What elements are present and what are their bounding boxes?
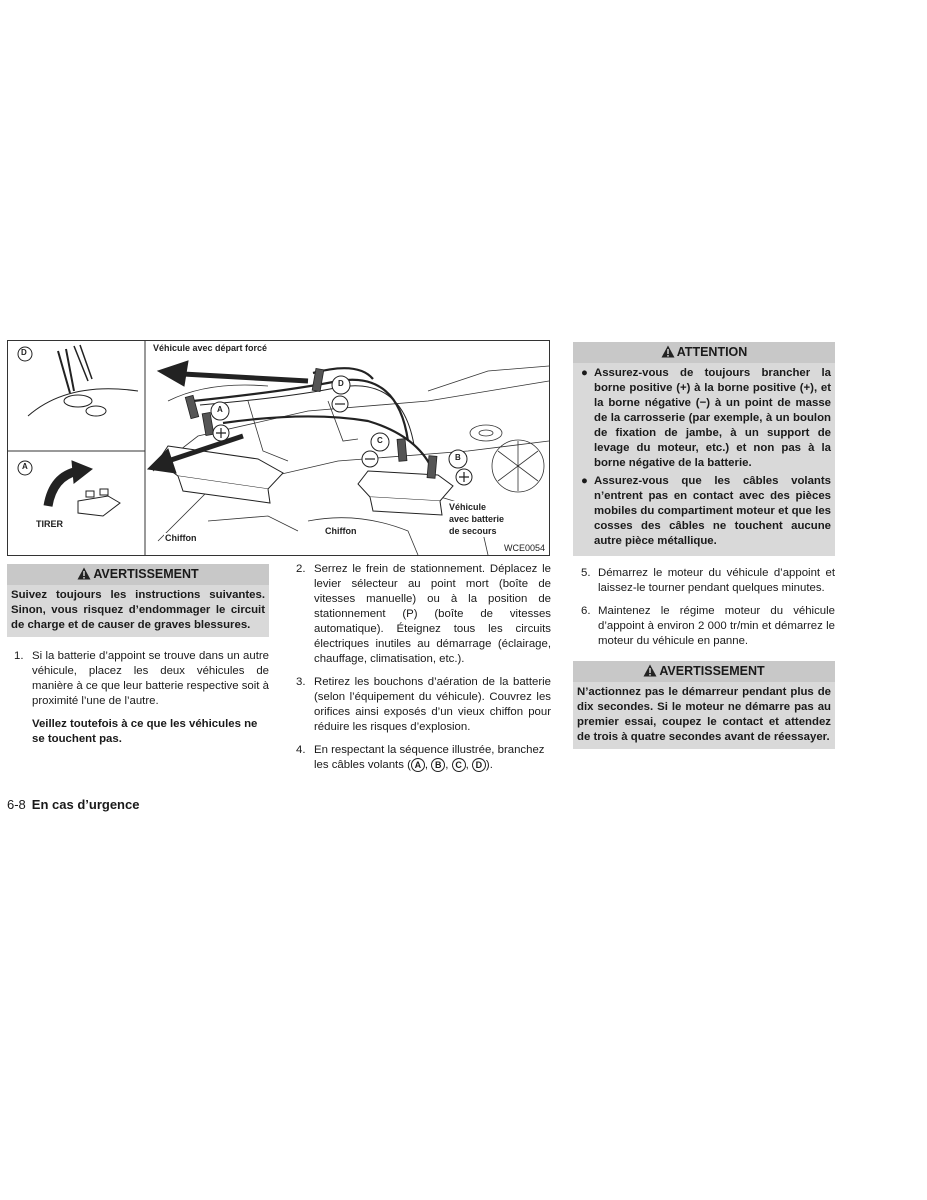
step-1-note: Veillez toutefois à ce que les véhicules ne se touchent pas. — [32, 718, 258, 745]
circle-a: A — [411, 758, 425, 772]
step-2-number: 2. — [296, 563, 306, 575]
warning-triangle-icon — [643, 664, 657, 677]
step-6-number: 6. — [581, 605, 591, 617]
booster-vehicle-line3: de secours — [449, 526, 497, 536]
warning-header-2 — [573, 661, 835, 682]
page-number: 6-8 — [7, 797, 26, 812]
booster-battery — [358, 471, 453, 515]
rag-label-right: Chiffon — [325, 526, 357, 536]
attention-body — [573, 366, 835, 549]
warning-triangle-icon — [661, 345, 675, 358]
jump-start-illustration — [7, 340, 550, 556]
step-2-text: Serrez le frein de stationnement. Déplacez le levier sélecteur au point mort (boîte de vitesses manuelle) ou à la position de stationnement (P) (boîte de vitesses automatique). Éteignez tous les circuits électriques inutiles au démarrage (éclairage, chauffage, climatisation, etc.). — [314, 563, 551, 665]
attention-bullet-1 — [577, 366, 831, 471]
warning-triangle-icon — [77, 567, 91, 580]
column-right — [573, 342, 835, 749]
circle-d: D — [472, 758, 486, 772]
attention-title: ATTENTION — [676, 345, 748, 359]
attention-header — [573, 342, 835, 363]
warning-box-1 — [7, 564, 269, 637]
warning-title-1: AVERTISSEMENT — [93, 567, 199, 581]
step-1 — [7, 649, 269, 709]
column-left — [7, 564, 269, 747]
page-footer — [7, 797, 139, 812]
step-2 — [296, 562, 551, 667]
section-title: En cas d’urgence — [31, 797, 140, 812]
step-3-number: 3. — [296, 676, 306, 688]
warning-title-2: AVERTISSEMENT — [659, 664, 765, 678]
step-3 — [296, 675, 551, 735]
vent-cap-inset — [48, 461, 120, 516]
attention-bullet-2-text: Assurez-vous que les câbles volants n’entrent pas en contact avec des pièces mobiles du compartiment moteur et que les cosses des câbles ne touchent aucune autre pièce métallique. — [594, 475, 831, 547]
figure-title: Véhicule avec départ forcé — [153, 343, 268, 353]
bullet-dot-icon: ● — [581, 367, 588, 379]
booster-vehicle-line2: avec batterie — [449, 514, 505, 524]
dead-battery — [158, 446, 283, 503]
clamp-label-d: D — [338, 379, 344, 388]
step-4-number: 4. — [296, 744, 306, 756]
inset-label-d: D — [21, 348, 27, 357]
bullet-dot-icon: ● — [581, 475, 588, 487]
circle-b: B — [431, 758, 445, 772]
attention-box — [573, 342, 835, 556]
step-5-text: Démarrez le moteur du véhicule d’appoint et laissez-le tourner pendant quelques minutes. — [598, 567, 835, 594]
step-1-number: 1. — [14, 650, 24, 662]
step-6-text: Maintenez le régime moteur du véhicule d’appoint à environ 2 000 tr/min et démarrez le moteur du véhicule en panne. — [598, 605, 835, 647]
clamp-label-a: A — [217, 405, 223, 414]
warning-box-2 — [573, 661, 835, 749]
column-middle — [296, 562, 551, 781]
step-4-text-before: En respectant la séquence illustrée, branchez les câbles volants ( — [314, 744, 545, 771]
clamp-label-c: C — [377, 436, 383, 445]
step-6 — [573, 604, 835, 649]
rag-label-left: Chiffon — [165, 533, 197, 543]
step-1-text: Si la batterie d’appoint se trouve dans un autre véhicule, placez les deux véhicules de manière à ce que leur batterie respective soit à proximité l’une de l’autre. — [32, 650, 269, 707]
circle-c: C — [452, 758, 466, 772]
attention-bullet-2 — [577, 474, 831, 549]
ground-point-inset — [28, 345, 138, 416]
step-4-text-after: ). — [485, 759, 493, 771]
figure-code: WCE0054 — [503, 543, 545, 553]
inset-label-a: A — [22, 462, 28, 471]
pull-label: TIRER — [36, 519, 63, 529]
clamp-label-b: B — [455, 453, 461, 462]
step-5 — [573, 566, 835, 596]
warning-header-1 — [7, 564, 269, 585]
warning-text-2: N’actionnez pas le démarreur pendant plus de dix secondes. Si le moteur ne démarre pas au premier essai, coupez le contact et attendez de trois à quatre secondes avant de réessayer. — [577, 686, 831, 743]
warning-text-1: Suivez toujours les instructions suivantes. Sinon, vous risquez d’endommager le circuit de charge et de causer de graves blessures. — [11, 589, 265, 631]
booster-vehicle-line1: Véhicule — [449, 502, 487, 512]
step-4: 4. En respectant la séquence illustrée, branchez les câbles volants ( A , B , C , D ). — [296, 744, 545, 771]
step-5-number: 5. — [581, 567, 591, 579]
booster-vehicle-label — [448, 501, 505, 537]
attention-bullet-1-text: Assurez-vous de toujours brancher la borne positive (+) à la borne positive (+), et la borne négative (−) à un point de masse de la carrosserie (par exemple, à un boulon de fixation de jambe, à un support de levage du moteur, etc.) et non pas à la borne négative de la batterie. — [594, 367, 831, 469]
step-3-text: Retirez les bouchons d’aération de la batterie (selon l’équipement du véhicule). Couvrez les orifices ainsi exposés d’un vieux chiffon pour réduire les risques d’explosion. — [314, 676, 551, 733]
